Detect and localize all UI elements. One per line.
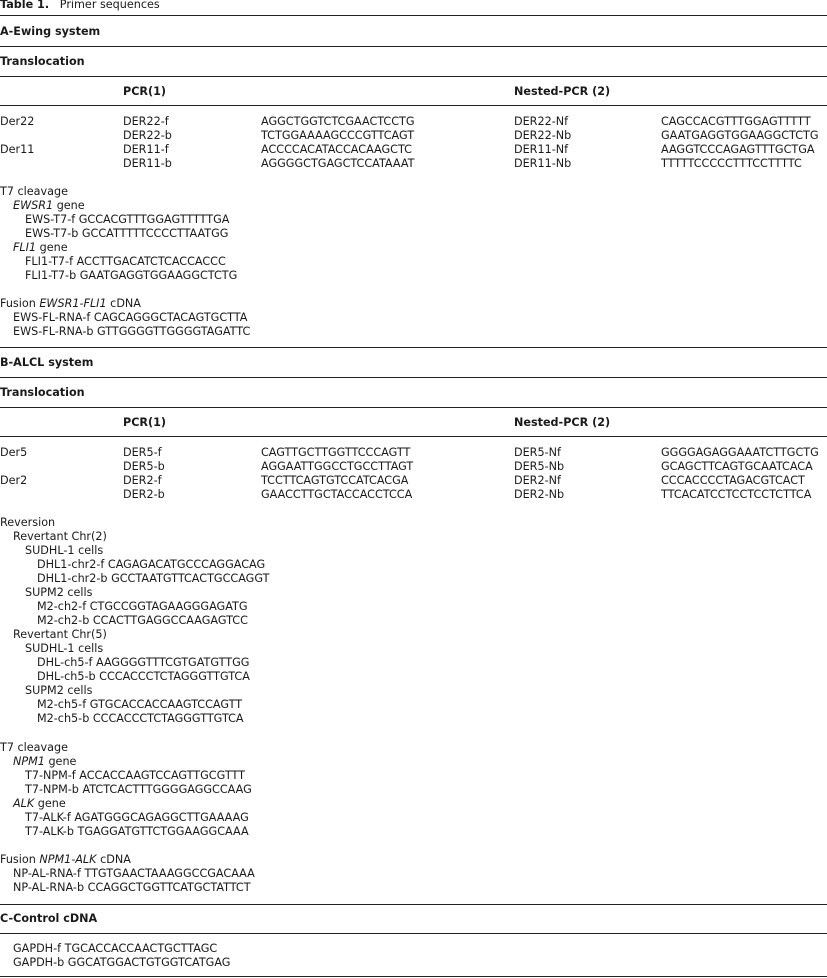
pcr-primer-seq: TCCTTCAGTGTCCATCACGA xyxy=(261,474,409,487)
rule xyxy=(0,76,827,77)
pcr-primer-seq: AGGAATTGGCCTGCCTTAGT xyxy=(261,460,414,473)
rule xyxy=(0,377,827,378)
section-title-alcl: B-ALCL system xyxy=(0,356,94,369)
pcr-primer-name: DER22-b xyxy=(123,129,172,142)
nested-primer-seq: GGGGAGAGGAAATCTTGCTG xyxy=(661,446,819,459)
primer-line: T7-ALK-f AGATGGGCAGAGGCTTGAAAAG xyxy=(25,811,249,824)
pcr-primer-seq: CAGTTGCTTGGTTCCCAGTT xyxy=(261,446,411,459)
primer-line: M2-ch5-f GTGCACCACCAAGTCCAGTT xyxy=(37,698,243,711)
cell-line-label: SUPM2 cells xyxy=(25,586,93,599)
gene-name: FLI1 xyxy=(13,241,37,254)
primer-line: EWS-FL-RNA-b GTTGGGGTTGGGGTAGATTC xyxy=(13,325,251,338)
primer-line: DHL-ch5-b CCCACCCTCTAGGGTTGTCA xyxy=(37,670,250,683)
gene-label xyxy=(13,755,76,768)
group-label: Der5 xyxy=(0,446,28,459)
nested-primer-name: DER5-Nb xyxy=(514,460,565,473)
primer-line: NP-AL-RNA-f TTGTGAACTAAAGGCCGACAAA xyxy=(13,867,255,880)
primer-line: GAPDH-b GGCATGGACTGTGGTCATGAG xyxy=(13,956,231,969)
pcr-header: PCR(1) xyxy=(123,416,167,429)
primer-line: NP-AL-RNA-b CCAGGCTGGTTCATGCTATTCT xyxy=(13,881,251,894)
nested-primer-name: DER11-Nb xyxy=(514,157,572,170)
nested-primer-seq: CAGCCACGTTTGGAGTTTTT xyxy=(661,115,811,128)
pcr-primer-name: DER11-b xyxy=(123,157,172,170)
rule-bottom xyxy=(0,976,827,977)
fusion-suffix: cDNA xyxy=(100,853,131,866)
group-label: Der2 xyxy=(0,474,28,487)
rule xyxy=(0,436,827,437)
gene-suffix: gene xyxy=(56,199,85,212)
rule xyxy=(0,347,827,348)
nested-primer-seq: CCCACCCCTAGACGTCACT xyxy=(661,474,805,487)
t7-cleavage-label: T7 cleavage xyxy=(0,185,68,198)
group-label: Der22 xyxy=(0,115,35,128)
primer-line: FLI1-T7-b GAATGAGGTGGAAGGCTCTG xyxy=(25,269,238,282)
nested-primer-seq: TTTTTCCCCCTTTCCTTTTC xyxy=(661,157,802,170)
nested-primer-name: DER5-Nf xyxy=(514,446,561,459)
pcr-primer-name: DER22-f xyxy=(123,115,169,128)
table-title: Primer sequences xyxy=(59,0,160,11)
pcr-primer-seq: AGGCTGGTCTCGAACTCCTG xyxy=(261,115,415,128)
nested-pcr-header: Nested-PCR (2) xyxy=(514,416,611,429)
gene-suffix: gene xyxy=(39,241,68,254)
nested-primer-name: DER22-Nf xyxy=(514,115,569,128)
gene-label xyxy=(13,797,66,810)
fusion-label xyxy=(0,853,131,866)
fusion-suffix: cDNA xyxy=(110,297,141,310)
table-number: Table 1. xyxy=(0,0,50,11)
primer-line: M2-ch2-b CCACTTGAGGCCAAGAGTCC xyxy=(37,614,248,627)
nested-primer-name: DER2-Nf xyxy=(514,474,561,487)
rule xyxy=(0,105,827,106)
gene-name: NPM1 xyxy=(13,755,45,768)
section-title-ewing: A-Ewing system xyxy=(0,25,101,38)
primer-line: FLI1-T7-f ACCTTGACATCTCACCACCC xyxy=(25,255,226,268)
primer-line: DHL-ch5-f AAGGGGTTTCGTGATGTTGG xyxy=(37,656,250,669)
nested-primer-seq: GAATGAGGTGGAAGGCTCTG xyxy=(661,129,819,142)
fusion-gene: EWSR1-FLI1 xyxy=(39,297,107,310)
nested-primer-name: DER22-Nb xyxy=(514,129,572,142)
nested-primer-seq: AAGGTCCCAGAGTTTGCTGA xyxy=(661,143,815,156)
pcr-primer-name: DER2-b xyxy=(123,488,165,501)
cell-line-label: SUDHL-1 cells xyxy=(25,544,104,557)
primer-line: EWS-FL-RNA-f CAGCAGGGCTACAGTGCTTA xyxy=(13,311,248,324)
section-title-control: C-Control cDNA xyxy=(0,912,98,925)
nested-primer-seq: TTCACATCCTCCTCCTCTTCA xyxy=(661,488,812,501)
translocation-label: Translocation xyxy=(0,55,85,68)
primer-line: GAPDH-f TGCACCACCAACTGCTTAGC xyxy=(13,942,218,955)
gene-name: ALK xyxy=(13,797,35,810)
gene-suffix: gene xyxy=(37,797,66,810)
pcr-primer-seq: ACCCCACATACCACAAGCTC xyxy=(261,143,412,156)
primer-line: EWS-T7-f GCCACGTTTGGAGTTTTTGA xyxy=(25,213,230,226)
rule xyxy=(0,407,827,408)
gene-suffix: gene xyxy=(48,755,77,768)
table-caption xyxy=(0,0,160,11)
nested-pcr-header: Nested-PCR (2) xyxy=(514,85,611,98)
primer-line: M2-ch2-f CTGCCGGTAGAAGGGAGATG xyxy=(37,600,248,613)
fusion-gene: NPM1-ALK xyxy=(39,853,97,866)
pcr-primer-name: DER5-f xyxy=(123,446,162,459)
primer-line: DHL1-chr2-b GCCTAATGTTCACTGCCAGGT xyxy=(37,572,270,585)
reversion-label: Reversion xyxy=(0,516,56,529)
rule xyxy=(0,904,827,905)
primer-line: T7-NPM-b ATCTCACTTTGGGGAGGCCAAG xyxy=(25,783,252,796)
nested-primer-seq: GCAGCTTCAGTGCAATCACA xyxy=(661,460,813,473)
rule xyxy=(0,933,827,934)
fusion-prefix: Fusion xyxy=(0,853,36,866)
rule xyxy=(0,46,827,47)
pcr-primer-seq: AGGGGCTGAGCTCCATAAAT xyxy=(261,157,415,170)
nested-primer-name: DER2-Nb xyxy=(514,488,565,501)
primer-line: T7-NPM-f ACCACCAAGTCCAGTTGCGTTT xyxy=(25,769,245,782)
primer-line: DHL1-chr2-f CAGAGACATGCCCAGGACAG xyxy=(37,558,266,571)
fusion-label xyxy=(0,297,141,310)
gene-label xyxy=(13,199,85,212)
rule-top xyxy=(0,15,827,16)
t7-cleavage-label: T7 cleavage xyxy=(0,741,68,754)
fusion-prefix: Fusion xyxy=(0,297,36,310)
gene-name: EWSR1 xyxy=(13,199,54,212)
revertant-chr5-label: Revertant Chr(5) xyxy=(13,628,107,641)
nested-primer-name: DER11-Nf xyxy=(514,143,569,156)
revertant-chr2-label: Revertant Chr(2) xyxy=(13,530,107,543)
primer-line: M2-ch5-b CCCACCCTCTAGGGTTGTCA xyxy=(37,712,244,725)
primer-line: EWS-T7-b GCCATTTTTCCCCTTAATGG xyxy=(25,227,229,240)
primer-line: T7-ALK-b TGAGGATGTTCTGGAAGGCAAA xyxy=(25,825,249,838)
cell-line-label: SUPM2 cells xyxy=(25,684,93,697)
translocation-label: Translocation xyxy=(0,386,85,399)
gene-label xyxy=(13,241,68,254)
pcr-primer-seq: GAACCTTGCTACCACCTCCA xyxy=(261,488,413,501)
pcr-header: PCR(1) xyxy=(123,85,167,98)
cell-line-label: SUDHL-1 cells xyxy=(25,642,104,655)
pcr-primer-seq: TCTGGAAAAGCCCGTTCAGT xyxy=(261,129,415,142)
pcr-primer-name: DER11-f xyxy=(123,143,169,156)
pcr-primer-name: DER2-f xyxy=(123,474,162,487)
group-label: Der11 xyxy=(0,143,35,156)
pcr-primer-name: DER5-b xyxy=(123,460,165,473)
